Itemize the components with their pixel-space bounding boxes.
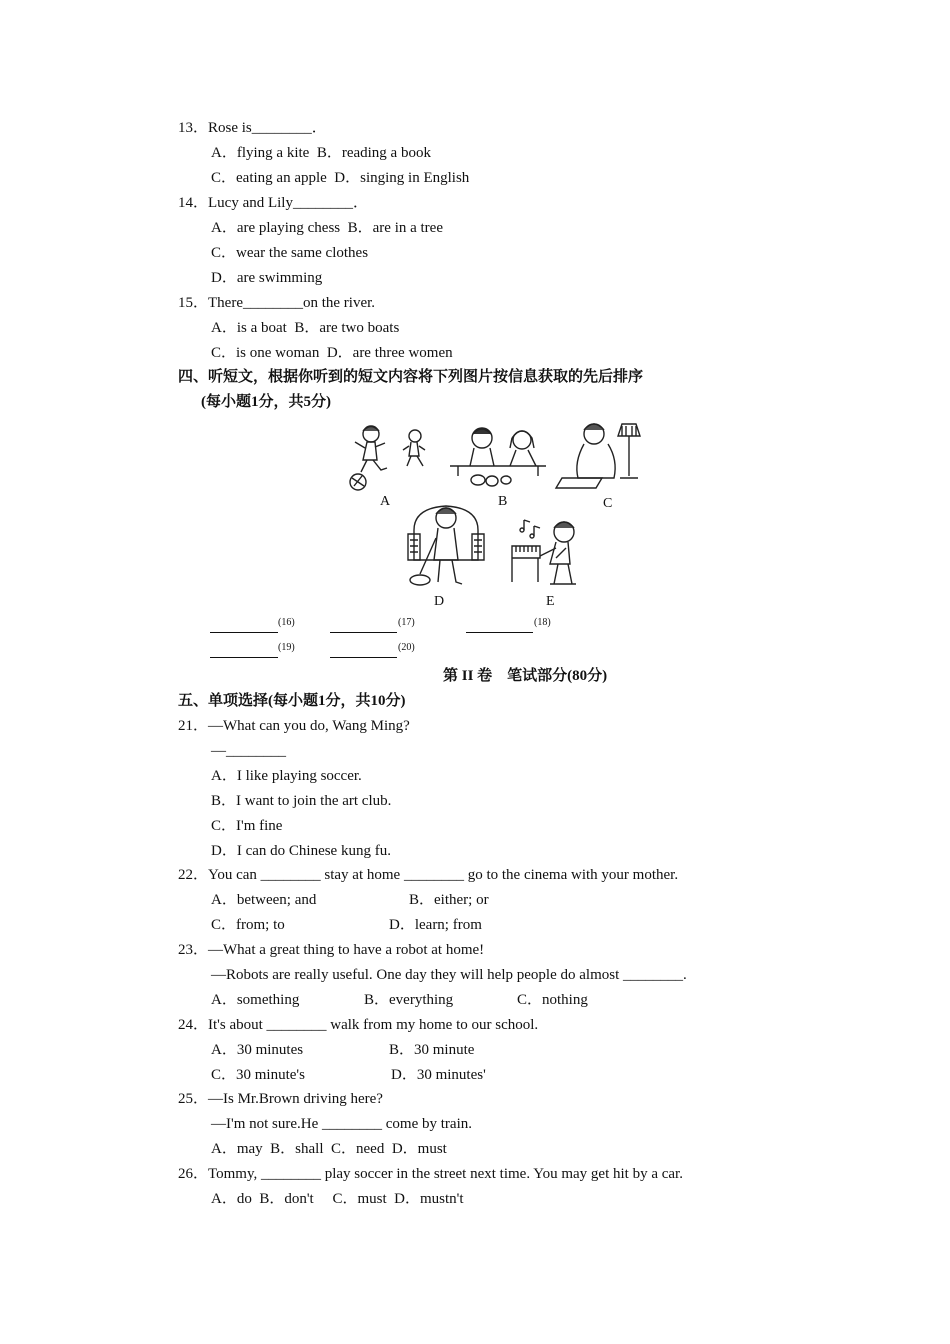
q23-option-c: C．nothing [517, 992, 588, 1008]
q21-option-b: B．I want to join the art club. [211, 793, 392, 809]
q25-options: A．may B．shall C．need D．must [211, 1141, 447, 1157]
picture-d-illustration [400, 504, 492, 592]
q15-options-cd: C．is one woman D．are three women [211, 345, 453, 361]
answer-number-17: (17) [398, 617, 415, 628]
q13-options-ab: A．flying a kite B．reading a book [211, 145, 431, 161]
q15-options-ab: A．is a boat B．are two boats [211, 320, 400, 336]
q14-options-ab: A．are playing chess B．are in a tree [211, 220, 443, 236]
q24-stem: 24．It's about ________ walk from my home to our school. [178, 1017, 539, 1033]
q13-stem: 13．Rose is________． [178, 120, 327, 136]
q23-option-a: A．something [211, 992, 300, 1008]
q26-stem: 26．Tommy, ________ play soccer in the street next time. You may get hit by a car. [178, 1166, 683, 1182]
q25-stem: 25．—Is Mr.Brown driving here? [178, 1091, 383, 1107]
picture-label-c: C [603, 496, 613, 511]
q24-option-d: D．30 minutes' [391, 1067, 486, 1083]
q24-option-c: C．30 minute's [211, 1067, 305, 1083]
picture-label-a: A [380, 494, 391, 509]
picture-label-d: D [434, 594, 445, 609]
q22-option-b: B．either; or [409, 892, 489, 908]
q25-reply: —I'm not sure.He ________ come by train. [211, 1116, 472, 1132]
q22-option-d: D．learn; from [389, 917, 482, 933]
section5-title: 五、单项选择(每小题1分，共10分) [178, 693, 406, 709]
q23-reply: —Robots are really useful. One day they will help people do almost ________. [211, 967, 687, 983]
answer-number-20: (20) [398, 642, 415, 653]
part2-title: 第 II 卷 笔试部分(80分) [443, 668, 608, 684]
picture-label-b: B [498, 494, 508, 509]
picture-a-illustration [345, 422, 440, 494]
q21-option-d: D．I can do Chinese kung fu. [211, 843, 391, 859]
q22-stem: 22．You can ________ stay at home ________ go to the cinema with your mother. [178, 867, 679, 883]
q14-option-d: D．are swimming [211, 270, 323, 286]
q23-stem: 23．—What a great thing to have a robot at home! [178, 942, 485, 958]
q15-stem: 15．There________on the river. [178, 295, 376, 311]
q21-stem: 21．—What can you do, Wang Ming? [178, 718, 410, 734]
answer-blank-16[interactable] [210, 632, 278, 633]
q14-stem: 14．Lucy and Lily________． [178, 195, 368, 211]
picture-e-illustration [510, 516, 588, 588]
q26-options: A．do B．don't C．must D．mustn't [211, 1191, 464, 1207]
section4-title: 四、听短文，根据你听到的短文内容将下列图片按信息获取的先后排序 [178, 369, 644, 385]
answer-blank-17[interactable] [330, 632, 397, 633]
q21-option-a: A．I like playing soccer. [211, 768, 362, 784]
q24-option-b: B．30 minute [389, 1042, 475, 1058]
answer-blank-19[interactable] [210, 657, 278, 658]
answer-number-18: (18) [534, 617, 551, 628]
picture-label-e: E [546, 594, 555, 609]
section4-subtitle: (每小题1分，共5分) [201, 394, 331, 410]
q14-option-c: C．wear the same clothes [211, 245, 369, 261]
answer-number-19: (19) [278, 642, 295, 653]
q24-option-a: A．30 minutes [211, 1042, 304, 1058]
q21-reply: —________ [211, 743, 286, 759]
q22-option-c: C．from; to [211, 917, 285, 933]
q23-option-b: B．everything [364, 992, 454, 1008]
q22-option-a: A．between; and [211, 892, 317, 908]
picture-c-illustration [552, 420, 647, 494]
answer-blank-18[interactable] [466, 632, 533, 633]
q13-options-cd: C．eating an apple D．singing in English [211, 170, 470, 186]
answer-number-16: (16) [278, 617, 295, 628]
picture-b-illustration [448, 424, 548, 490]
answer-blank-20[interactable] [330, 657, 397, 658]
q21-option-c: C．I'm fine [211, 818, 283, 834]
